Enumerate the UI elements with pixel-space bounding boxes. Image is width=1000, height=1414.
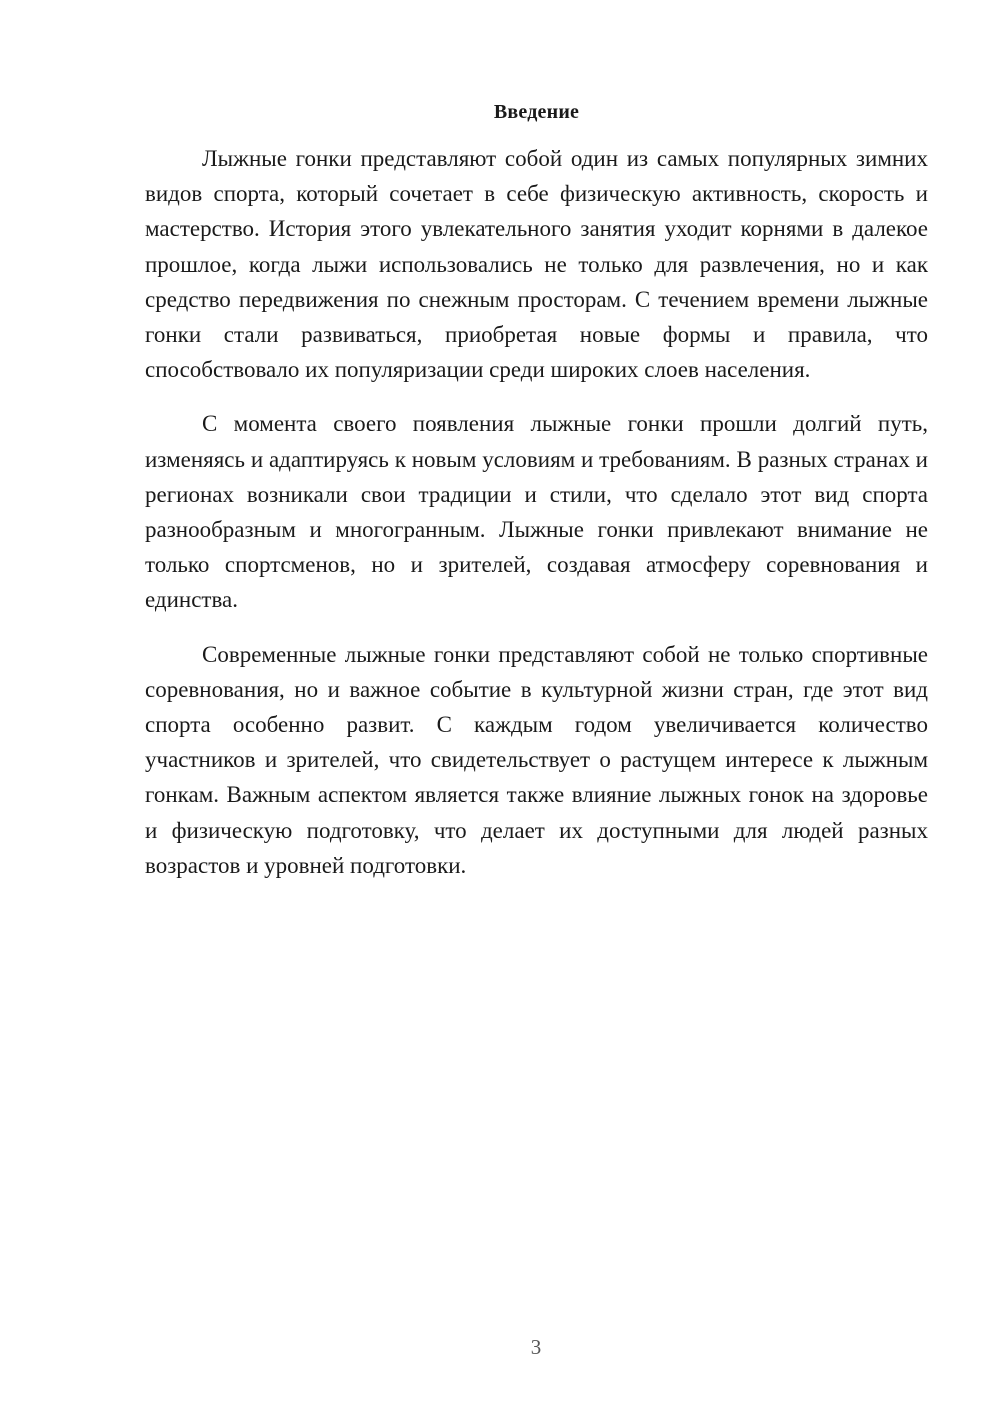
paragraph-1: Лыжные гонки представляют собой один из самых популярных зимних видов спорта, который сочетает в себе физическую активность, скорость и мастерство. История этого увлекательного занятия уходит корнями в далекое прошлое, когда лыжи использовались не только для развлечения, но и как средство передвижения по снежным просторам. С течением времени лыжные гонки стали развиваться, приобретая новые формы и правила, что способствовало их популяризации среди широких слоев населения. [145, 146, 928, 383]
paragraph-3: Современные лыжные гонки представляют собой не только спортивные соревнования, но и важное событие в культурной жизни стран, где этот вид спорта особенно развит. С каждым годом увеличивается количество участников и зрителей, что свидетельствует о растущем интересе к лыжным гонкам. Важным аспектом является также влияние лыжных гонок на здоровье и физическую подготовку, что делает их доступными для людей разных возрастов и уровней подготовки. [145, 641, 928, 878]
section-title: Введение [493, 101, 580, 123]
page-number: 3 [530, 1335, 542, 1359]
paragraph-2: С момента своего появления лыжные гонки прошли долгий путь, изменяясь и адаптируясь к новым условиям и требованиям. В разных странах и регионах возникали свои традиции и стили, что сделало этот вид спорта разнообразным и многогранным. Лыжные гонки привлекают внимание не только спортсменов, но и зрителей, создавая атмосферу соревнования и единства. [145, 411, 928, 613]
page-content [145, 96, 928, 883]
